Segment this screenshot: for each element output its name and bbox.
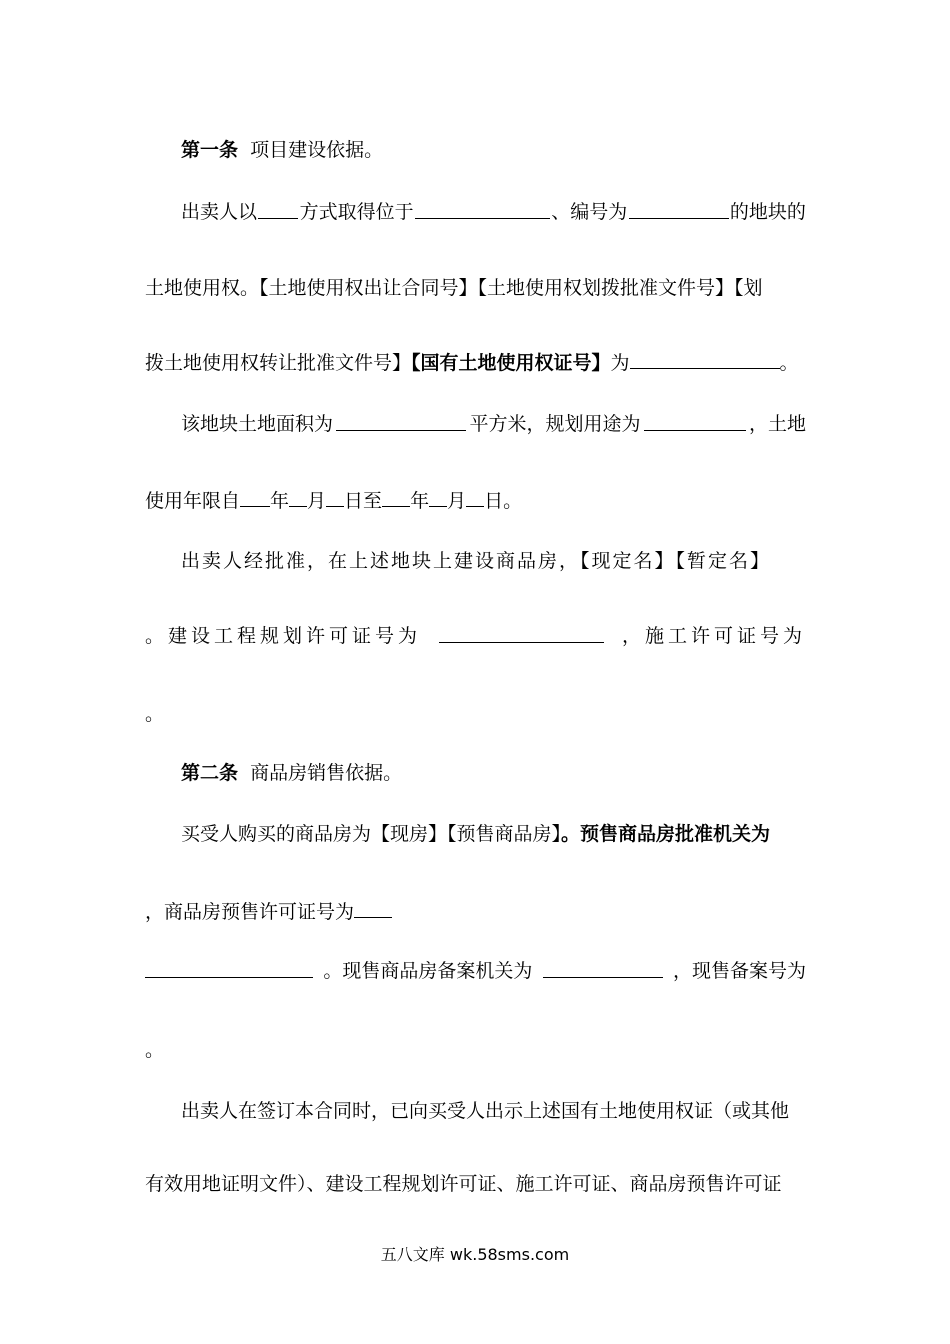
paragraph-line: 出卖人经批准，在上述地块上建设商品房，【现定名】【暂定名】 — [181, 550, 772, 572]
text-segment: 拨土地使用权转让批准文件号】 — [145, 352, 412, 374]
paragraph-line — [145, 486, 806, 515]
fill-blank[interactable] — [629, 198, 729, 219]
paragraph-line: 。 — [145, 703, 165, 725]
article-1-heading-line — [181, 136, 806, 164]
text-segment: 。 — [779, 352, 799, 374]
fill-blank[interactable] — [630, 348, 780, 369]
fill-blank[interactable] — [543, 957, 663, 978]
fill-blank[interactable] — [382, 486, 410, 507]
text-segment: 。预售商品房批准机关为 — [561, 823, 771, 845]
text-segment: 年 — [410, 490, 430, 512]
text-segment: 、编号为 — [551, 201, 628, 223]
text-segment: 日至 — [344, 490, 383, 512]
text-segment: ，土地 — [748, 413, 806, 435]
text-segment: 使用年限自 — [145, 490, 241, 512]
text-segment: 日。 — [484, 490, 523, 512]
fill-blank[interactable] — [415, 198, 550, 219]
paragraph-line — [145, 897, 806, 926]
fill-blank[interactable] — [354, 897, 392, 918]
text-segment: 该地块土地面积为 — [181, 413, 334, 435]
text-segment: 买受人购买的商品房为【现房】【预售商品房】 — [181, 823, 562, 845]
paragraph-line — [181, 198, 806, 226]
paragraph-line: 。 — [145, 1039, 165, 1061]
article-2-heading-line — [181, 759, 806, 787]
article-1-number: 第一条 — [181, 139, 239, 161]
fill-blank[interactable] — [289, 486, 307, 507]
paragraph-line: 土地使用权。【土地使用权出让合同号】【土地使用权划拨批准文件号】【划 — [145, 277, 763, 299]
fill-blank[interactable] — [326, 486, 344, 507]
article-1-title: 项目建设依据。 — [250, 139, 384, 161]
text-segment: 方式取得位于 — [299, 201, 414, 223]
fill-blank[interactable] — [336, 410, 466, 431]
text-segment: ，施工许可证号为 — [621, 625, 806, 647]
article-2-title: 商品房销售依据。 — [250, 762, 403, 784]
text-segment: 的地块的 — [729, 201, 806, 223]
text-segment: 。建设工程规划许可证号为 — [145, 625, 422, 647]
text-segment: 为 — [610, 352, 630, 374]
fill-blank[interactable] — [466, 486, 484, 507]
article-2-number: 第二条 — [181, 762, 239, 784]
paragraph-line — [181, 410, 806, 438]
paragraph-line: 出卖人在签订本合同时，已向买受人出示上述国有土地使用权证（或其他 — [181, 1100, 790, 1122]
text-segment: 月 — [447, 490, 467, 512]
text-segment: 出卖人以 — [181, 201, 258, 223]
fill-blank[interactable] — [439, 622, 604, 643]
text-segment: 平方米，规划用途为 — [469, 413, 641, 435]
bold-text-segment: 【国有土地使用权证号】 — [411, 352, 611, 374]
footer-watermark: 五八文库 wk.58sms.com — [380, 1245, 570, 1264]
fill-blank[interactable] — [240, 486, 270, 507]
paragraph-line — [181, 820, 806, 848]
paragraph-line — [145, 622, 806, 650]
text-segment: ，现售备案号为 — [672, 960, 806, 982]
text-segment: 年 — [270, 490, 290, 512]
fill-blank[interactable] — [258, 198, 298, 219]
paragraph-line — [145, 957, 806, 985]
fill-blank[interactable] — [429, 486, 447, 507]
fill-blank[interactable] — [644, 410, 746, 431]
text-segment: 。现售商品房备案机关为 — [323, 960, 533, 982]
fill-blank[interactable] — [145, 957, 313, 978]
paragraph-line: 有效用地证明文件）、建设工程规划许可证、施工许可证、商品房预售许可证 — [145, 1173, 782, 1195]
text-segment: 月 — [307, 490, 327, 512]
text-segment: ，商品房预售许可证号为 — [145, 901, 355, 923]
paragraph-line — [145, 348, 806, 377]
